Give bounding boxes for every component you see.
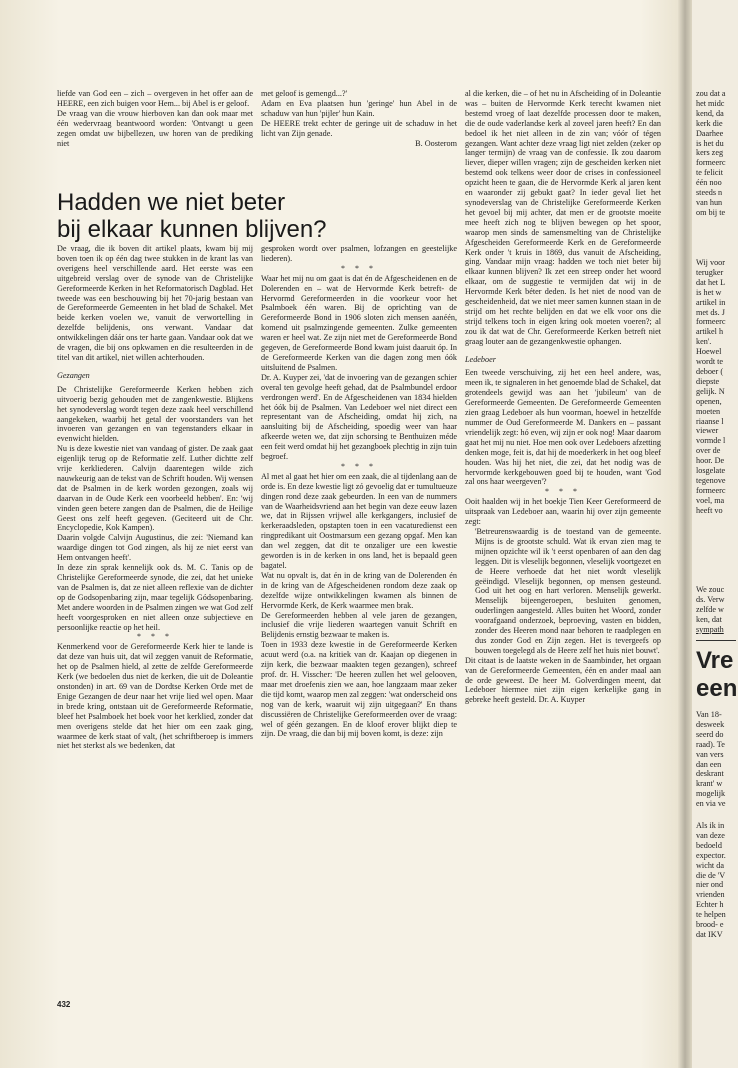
article-column-1 — [57, 244, 253, 996]
section-divider: * * * — [341, 263, 377, 273]
facing-page-line: deboer ( — [696, 366, 724, 376]
facing-page-line: wordt te — [696, 357, 724, 367]
page-number: 432 — [57, 1000, 71, 1009]
facing-page-line: kerk die — [696, 118, 723, 128]
headline-line-2: bij elkaar kunnen blijven? — [57, 216, 327, 243]
prev-article-col-2 — [261, 89, 457, 169]
article-column-2 — [261, 244, 457, 996]
facing-page-line: kers zeg — [696, 148, 724, 158]
facing-page-line: losgelate — [696, 466, 726, 476]
facing-page-line: van hun — [696, 197, 723, 207]
facing-page-line: wicht da — [696, 860, 724, 870]
facing-page-line: het midc — [696, 98, 725, 108]
paragraph: In deze zin sprak kennelijk ook ds. M. C. Tanis op de Christelijke Gereformeerde synode, die zei, dat het unieke van de Psalmen is, dat ze niet alleen reflexie van de dichter op de Godsopenbaring zijn, maar tegelijk Gódsopenbaring. Met andere woorden in de Psalmen zingen we wat God zelf heeft voorgesproken en niet alleen onze subjectieve en persoonlijke reactie op het heil. — [57, 563, 253, 632]
facing-page-line: formeerc — [696, 317, 726, 327]
paragraph: De vraag, die ik boven dit artikel plaats, kwam bij mij boven toen ik op één dag twee stukken in de krant las van overigens heel verschillende aard. Het eerste was een uitgebreid verslag over de synode van de Christelijke Gereformeerde Kerken in het Reformatorisch Dagblad. Het tweede was een beschouwing bij het 70-jarig bestaan van de Gereformeerde Gemeenten in het blad de Schakel. Met beide kerken voelen we, vanuit de verwortelling in dezelfde belijdenis, ons verwant. Vandaar dat ontwikkelingen dáár ons ter harte gaan. Vandaar ook dat we de vragen, die bij ons opkwamen en die resulteerden in de titel van dit artikel, niet willen achterhouden. — [57, 244, 253, 362]
facing-page-line: van vers — [696, 749, 724, 759]
paragraph: Al met al gaat het hier om een zaak, die al tijdenlang aan de orde is. En deze kwestie ligt zó gevoelig dat er tumultueuze dingen rond deze zaak gebeurden. In een van de nummers van de Waarheidsvriend aan het begin van deze eeuw lazen we, dat in Rijssen vrijwel alle kerkgangers, inclusief de kerkeraadsleden, opstapten toen in een vacaturedienst een ringpredikant uit Oostmarsum een gezang opgaf. Men kan dan wel zeggen, dat dit te onzaliger ure een kwestie geworden is in de kerken in ons land, het is bepaald geen bagatel. — [261, 471, 457, 570]
facing-page-line: artikel h — [696, 327, 724, 337]
prev-article-col-1 — [57, 89, 253, 165]
facing-page-line: één noo — [696, 178, 722, 188]
facing-headline-line-2: een — [696, 675, 738, 702]
facing-page-block-3 — [696, 585, 738, 635]
facing-page-line: voel, ma — [696, 495, 725, 505]
facing-page-line: met ds. J — [696, 307, 725, 317]
facing-page-line: We zouc — [696, 585, 725, 594]
subheading-gezangen: Gezangen — [57, 370, 90, 380]
book-binding-shadow — [678, 0, 692, 1068]
facing-page-line: bedoeld — [696, 840, 722, 850]
facing-page-line: raad). Te — [696, 739, 725, 749]
facing-page-line: openen, — [696, 396, 722, 406]
facing-page-line: artikel in — [696, 297, 726, 307]
facing-page-line: nier ond — [696, 880, 724, 890]
facing-page-line: over de — [696, 446, 721, 456]
paragraph: Adam en Eva plaatsen hun 'geringe' hun Abel in de schaduw van hun 'pijler' hun Kain. — [261, 98, 457, 118]
facing-page-line: die de 'V — [696, 870, 726, 880]
facing-page-line: te helpen — [696, 910, 726, 920]
facing-page-line: van deze — [696, 830, 725, 840]
paragraph: Wat nu opvalt is, dat én in de kring van de Dolerenden én in de kring van de Afgescheidenen rondom deze zaak op dezelfde wijze ontwikkelingen kwamen als binnen de Hervormde Kerk, de Kerk waarmee men brak. — [261, 570, 457, 610]
facing-page-line: dan een — [696, 759, 722, 769]
paragraph: De Christelijke Gereformeerde Kerken hebben zich uitvoerig bezig gehouden met de zangenkwestie. Blijkens het synodeverslag wordt tegen deze zaak heel verschillend aangekeken, waarbij het getal der voorstanders van het invoeren van gezangen en van tegenstanders elkaar in evenwicht hielden. — [57, 384, 253, 444]
paragraph: Toen in 1933 deze kwestie in de Gereformeerde Kerken acuut werd (o.a. na kritiek van dr. Kaajan op diegenen in zijn kerk, die bezwaar maakten tegen gezangen), schreef prof. dr. H. Visscher: 'De heeren zullen het wel gelooven, maar met droefenis zien we aan, hoe langzaam maar zeker die tijd komt, waarop men zal zeggen: 'wat onderscheid ons nog van de kerk, waaruit wij zijn uitgegaan?' En thans discussiëren de Christelijke Gereformeerden over de vraag: wel of géén gezangen. En de kloof erover blijkt diep te zijn. De vraag, die dan bij mij boven komt, is deze: zijn — [261, 640, 457, 739]
facing-page — [692, 0, 738, 1068]
facing-page-line: Van 18- — [696, 710, 722, 719]
paragraph: Daarin volgde Calvijn Augustinus, die zei: 'Niemand kan waardige dingen tot God zingen, als hij ze niet eerst van Hem ontvangen heeft'. — [57, 533, 253, 563]
facing-page-line: kend, da — [696, 108, 724, 118]
facing-page-line: en via ve — [696, 799, 726, 809]
facing-page-line: gelijk. N — [696, 386, 725, 396]
facing-page-line: steeds n — [696, 188, 723, 198]
facing-page-line: seerd do — [696, 729, 724, 739]
article-column-3 — [465, 89, 661, 996]
facing-page-line: te felicit — [696, 168, 724, 178]
facing-page-line: terugker — [696, 267, 724, 277]
facing-page-line: Wij voor — [696, 258, 726, 267]
facing-page-line: is het w — [696, 287, 722, 297]
facing-page-line: mogelijk — [696, 789, 726, 799]
paragraph: al die kerken, die – of het nu in Afscheiding of in Doleantie was – buiten de Hervormde Kerk terecht kwamen niet bestemd vroeg of laat dezelfde processen door te maken, die de oude vaderlandse kerk al zoveel jaren heeft? En dan bedoel ik het niet alleen in de zin van; vóór of tégen gezangen. Want achter deze vraag ligt niet zelden (zeker op langer termijn) de vraag van de confessie. Ik zou daarom liever, dieper willen vragen; zijn de gescheiden kerken niet bestemd ook telkens weer door de crises in confessioneel opzicht heen te gaan, die de Hervormde Kerk al jaren kent en waaronder zij gebukt gaat? In ieder geval liet het synodeverslag van de Christelijke Gereformeerde Kerken het gevoel bij mij achter, dat men er de grootste moeite mee heeft zich nog te blijven bewegen op het spoor, waarop men sinds de samensmelting van de Christelijke Afgescheiden Gereformeerde Kerk en de Gereformeerde Kerk onder 't kruis in 1869, dus vanuit de Afscheiding, ging. Vandaar mijn vraag: hadden we toch niet beter bij elkaar kunnen blijven? Ik zet een streep onder het woord elkaar, om de suggestie te vermijden dat wij in de Hervormde Kerk béter deden. Is het niet de nood van de gescheidenheid, dat we niet meer samen kunnen staan in de strijd om het rechte belijden en dat we elk voor ons die strijd telkens toch in eigen kring ook moeten voeren?; al zou ik dat wat de Chr. Gereformeerde Kerken betreft niet graag louter aan de gezangenkwestie ophangen. — [465, 89, 661, 346]
section-divider: * * * — [545, 487, 581, 497]
facing-page-block-5 — [696, 821, 738, 940]
facing-page-line: dat het L — [696, 277, 726, 287]
facing-page-line: zou dat a — [696, 89, 726, 98]
paragraph: De vraag van die vrouw hierboven kan dan ook maar met één wedervraag beantwoord worden: 'Ontvangt u geen zegen omdat uw bijbellezen, uw horen van de prediking niet — [57, 108, 253, 148]
facing-page-line: Echter h — [696, 900, 724, 910]
facing-page-line: deskrant — [696, 769, 724, 779]
quote: 'Betreurenswaardig is de toestand van de gemeente. Mijns is de grootste schuld. Wat ik ervan zien mag te mijnen opzichte wil ik 't eerst openbaren of aan den dag leggen. Dit is vleselijk begonnen, vleselijk voortgezet en de Heere verhoede dat het niet wordt vleselijk geëindigd. Vleselijk begonnen, op mensen gesteund. God uit het oog en hart verloren. Menselijk gewerkt. Menselijk bijeengeroepen, besluiten genomen, ouderlingen aangesteld. Alles buiten het Woord, zonder voorafgaand onderzoek, beproeving, vasten en bidden, zonder des Heeren mond naar behoren te raadplegen en dus zonder God en Zijn zegen. Het is tevergeefs op bouwen toegelegd als de Heere zelf het huis niet bouwt'. — [475, 526, 661, 655]
paragraph: Waar het mij nu om gaat is dat én de Afgescheidenen en de Dolerenden en – wat de Hervormde Kerk betreft- de Hervormd Gereformeerden in die voorkeur voor het Psalmboek één waren. Bij de oprichting van de Gereformeerde Bond in 1906 sloten zich mensen aanéén, komend uit psalmzingende gemeenten. Zulke gemeenten waren er heel wat. Ze zijn niet met de Gereformeerde Bond gegeven, de Gereformeerde Bond kwam juist daaruit óp. In de Gereformeerde Kerken van die dagen zong men óók uitsluitend de Psalmen. — [261, 273, 457, 372]
facing-page-line: formeerc — [696, 485, 726, 495]
facing-page-line: ds. Verw — [696, 594, 725, 604]
facing-page-line: formeerc — [696, 158, 726, 168]
paragraph: Nu is deze kwestie niet van vandaag of gister. De zaak gaat eigenlijk terug op de Reformatie zelf. Luther dichtte zelf vrije kerkliederen. Calvijn daarentegen wilde zich nauwkeurig aan de tekst van de Schrift houden. Wij wensen dat de Psalmen in de kerk worden gezongen, zoals wij daarvan in de Oude Kerk een voorbeeld hebben'. En: 'wij vinden geen betere zangen dan de Psalmen, die de Heilige Geest ons zelf heeft gegeven. (Geciteerd uit de Chr. Encyclopedie, Kok Kampen). — [57, 444, 253, 533]
facing-page-line: viewer — [696, 426, 719, 436]
facing-page-line: om bij te — [696, 207, 726, 217]
paragraph: Ooit haalden wij in het boekje Tien Keer Gereformeerd de uitspraak van Ledeboer aan, waarin hij over zijn gemeente zegt: — [465, 497, 661, 527]
paragraph: liefde van God een – zich – overgeven in het offer aan de HEERE, een zich buigen voor Hem... bij Abel is er geloof. — [57, 89, 253, 108]
facing-page-line: riaanse l — [696, 416, 724, 426]
facing-page-line: expector. — [696, 850, 726, 860]
paragraph: Dit citaat is de laatste weken in de Saambinder, het orgaan van de Gereformeerde Gemeenten, één en ander maal aan de orde geweest. De heer M. Golverdingen meent, dat Ledeboer hiermee niet zijn eigen kerkelijke gang in gebreke heeft gesteld. Dr. A. Kuyper — [465, 655, 661, 705]
author-signature: B. Oosterom — [415, 138, 457, 148]
paragraph: Kenmerkend voor de Gereformeerde Kerk hier te lande is dat deze van huis uit, dat wil zeggen vanuit de Reformatie, het op de Psalmen hield, al zette de zelfde Gereformeerde Kerk (we bedoelen dus niet de kerken, die uit de Doleantie onstonden) in art. 69 van de Dordtse Kerken Orde met de Enige Gezangen de deur naar het vrije lied wel open. Maar in brede kring, ontstaan uit de Gereformeerde Reformatie, bleef het Psalmboek het boek voor het kerklied, zonder dat men overigens stelde dat het hier om een zaak ging, waarmee de kerk staat of valt, (het schriftberoep is immers niet het sterkst als we bedenken, dat — [57, 642, 253, 751]
facing-page-line: diepste — [696, 376, 720, 386]
facing-page-line: vrienden — [696, 890, 725, 900]
facing-page-block-1 — [696, 89, 738, 218]
facing-page-line: brood- e — [696, 920, 724, 930]
facing-page-line: Daarhee — [696, 128, 724, 138]
paragraph: Een tweede verschuiving, zij het een heel andere, was, meen ik, te signaleren in het genoemde blad de Schakel, dat grotendeels gewijd was aan het 'jubileum' van de Gereformeerde Gemeenten. De Gereformeerde Gemeenten zien graag Ledeboer als hun voorman, hoewel in hetzelfde nummer de Oud Gereformeerde M. Dankers en – passant vriendelijk zegt: hó even, wij zijn er ook nog! Maar daarom gaat het mij nu niet. Hoe men ook over Ledeboers afzetting denken moge, feit is, dat hij de moederkerk in het oog bleef houden. Was hij het niet, die zei, dat het nodig was de hervormde kerkgebouwen goed bij te houden, want 'God zal ons haar weergeven'? — [465, 368, 661, 487]
facing-page-line: moeten — [696, 406, 721, 416]
facing-page-line: Hoewel — [696, 347, 722, 357]
facing-page-line: hoor. De — [696, 456, 725, 466]
paragraph: De Gereformeerden hebben al vele jaren de gezangen, inclusief die vrije liederen waartegen vanuit Schrift en Belijdenis ernstig bezwaar te maken is. — [261, 610, 457, 640]
headline-line-1: Hadden we niet beter — [57, 189, 286, 216]
facing-page-line: tegenove — [696, 475, 726, 485]
facing-headline-line-1: Vre — [696, 647, 734, 674]
divider-line — [696, 640, 736, 641]
facing-page-line: is het du — [696, 138, 724, 148]
facing-page-line: krant' w — [696, 779, 723, 789]
facing-page-line: heeft vo — [696, 505, 723, 515]
facing-page-block-4 — [696, 710, 738, 809]
facing-page-line: zelfde w — [696, 604, 724, 614]
facing-page-line: Als ik in — [696, 821, 725, 830]
paragraph: Dr. A. Kuyper zei, 'dat de invoering van de gezangen schier overal ten gevolge heeft gehad, dat de Psalmbundel erdoor verdrongen werd'. En de Afgescheidenen van 1834 hielden het óók bij de Psalmen. Van Ledeboer wel niet direct een representant van de Afscheiding, omdat hij zich, na aansluiting bij de Afscheiding, spoedig weer van haar afkeerde weten we, dat zijn schorsing te Benthuizen méde een feit werd omdat hij het gezangboek plechtig in zijn tuin begroef. — [261, 372, 457, 462]
facing-page-line: dat IKV — [696, 929, 723, 939]
facing-page-line: vormde l — [696, 436, 726, 446]
section-divider: * * * — [137, 632, 173, 642]
facing-page-line: desweek — [696, 719, 725, 729]
facing-page-line: ken'. — [696, 337, 712, 347]
paragraph: De HEERE trekt echter de geringe uit de schaduw in het licht van Zijn genade. — [261, 118, 457, 138]
facing-page-line: ken, dat — [696, 614, 722, 624]
article-headline — [57, 189, 327, 243]
paragraph: met geloof is gemengd...?' — [261, 89, 348, 98]
paragraph: gesproken wordt over psalmen, lofzangen en geestelijke liederen). — [261, 244, 457, 263]
facing-page-line: sympath — [696, 624, 724, 634]
facing-page-block-2 — [696, 258, 738, 516]
section-divider: * * * — [341, 461, 377, 471]
subheading-ledeboer: Ledeboer — [465, 354, 496, 364]
